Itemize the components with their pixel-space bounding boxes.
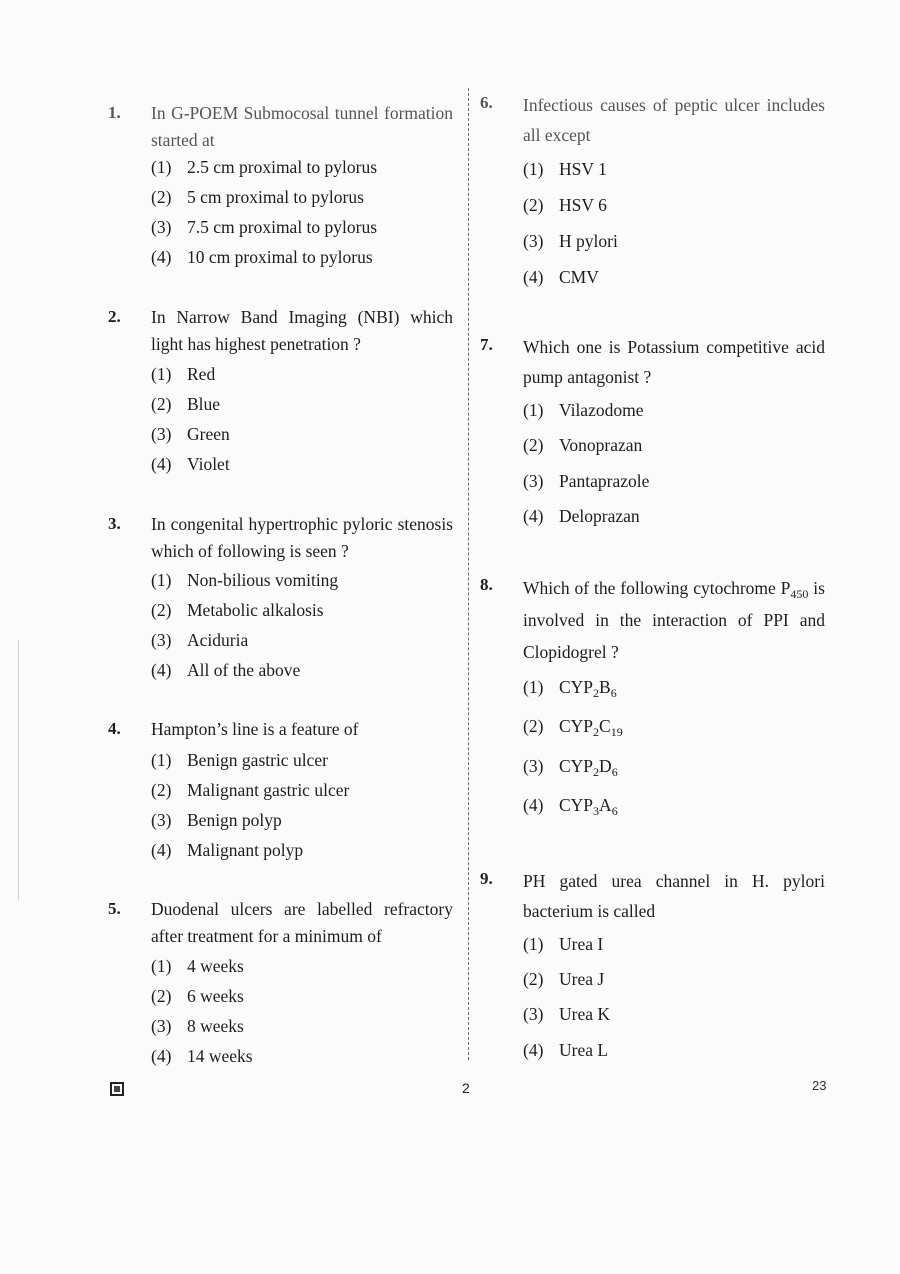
option: [151, 244, 453, 270]
question-number: 9.: [480, 869, 493, 888]
question-text: [523, 572, 825, 668]
option: [151, 627, 453, 653]
option: [523, 192, 825, 218]
formula-part: A: [599, 795, 612, 815]
formula-subscript: 3: [593, 804, 600, 818]
option-text: 8 weeks: [187, 1016, 244, 1036]
option: [151, 567, 453, 593]
option-number: (1): [151, 364, 172, 384]
option-number: (3): [151, 810, 172, 830]
option: [523, 397, 825, 423]
option: [151, 1043, 453, 1069]
option: [523, 264, 825, 290]
option: [151, 451, 453, 477]
option: [151, 777, 453, 803]
option-text: All of the above: [187, 660, 301, 680]
option-number: (4): [151, 660, 172, 680]
option-text: HSV 1: [559, 159, 607, 179]
question-text: In G-POEM Submocosal tunnel formation started at: [151, 103, 453, 150]
option-text: Vilazodome: [559, 400, 644, 420]
option-text: 6 weeks: [187, 986, 244, 1006]
option: [523, 432, 825, 458]
option-text: Violet: [187, 454, 230, 474]
option: [523, 966, 825, 992]
option-text: 5 cm proximal to pylorus: [187, 187, 364, 207]
option-number: (1): [151, 570, 172, 590]
option-number: (2): [523, 195, 544, 215]
option: [523, 713, 825, 739]
option: [523, 468, 825, 494]
question-text: Hampton’s line is a feature of: [151, 719, 359, 739]
option: [151, 983, 453, 1009]
option: [523, 674, 825, 700]
option-number: (2): [151, 394, 172, 414]
option: [523, 1001, 825, 1027]
option-number: (4): [151, 454, 172, 474]
formula-subscript: 2: [593, 765, 600, 779]
option-number: (2): [523, 969, 544, 989]
question-number: 7.: [480, 335, 493, 354]
option-text: Blue: [187, 394, 221, 414]
option-text: Urea I: [559, 934, 604, 954]
option: [151, 361, 453, 387]
option: [151, 391, 453, 417]
question-text-subscript: 450: [790, 587, 809, 601]
option: [523, 228, 825, 254]
formula-part: CYP: [559, 756, 594, 776]
option: [523, 156, 825, 182]
question-text-part: Which of the following cytochrome P: [523, 578, 791, 598]
formula-subscript: 6: [610, 686, 617, 700]
option: [151, 657, 453, 683]
option-number: (4): [523, 506, 544, 526]
option-number: (1): [523, 677, 544, 697]
option-number: (3): [151, 1016, 172, 1036]
option-text: Urea J: [559, 969, 605, 989]
question-text: PH gated urea channel in H. pylori bacterium is called: [523, 871, 825, 921]
question-text-part: is involved in the interaction of PPI and Clopidogrel ?: [523, 578, 825, 662]
option-number: (2): [151, 780, 172, 800]
option: [523, 931, 825, 957]
option: [151, 184, 453, 210]
option-number: (1): [523, 934, 544, 954]
square-marker-icon: [110, 1082, 124, 1096]
option-number: (2): [151, 986, 172, 1006]
option-text: Deloprazan: [559, 506, 640, 526]
option-number: (4): [523, 795, 544, 815]
scan-edge-line: [18, 640, 19, 900]
option-number: (2): [523, 435, 544, 455]
option-text: 4 weeks: [187, 956, 244, 976]
question-number: 2.: [108, 307, 121, 326]
page-number: 2: [462, 1080, 470, 1096]
formula-part: D: [599, 756, 612, 776]
formula-subscript: 2: [593, 686, 600, 700]
option-number: (1): [523, 400, 544, 420]
option-number: (1): [523, 159, 544, 179]
option-text: 10 cm proximal to pylorus: [187, 247, 373, 267]
option-number: (2): [151, 187, 172, 207]
option: [151, 154, 453, 180]
option-text: CMV: [559, 267, 599, 287]
sheet-number: 23: [812, 1078, 827, 1093]
option-text: 7.5 cm proximal to pylorus: [187, 217, 378, 237]
question-number: 5.: [108, 899, 121, 918]
option-text: Metabolic alkalosis: [187, 600, 324, 620]
formula-part: CYP: [559, 716, 594, 736]
question-text: Duodenal ulcers are labelled refractory after treatment for a minimum of: [151, 899, 453, 946]
formula-subscript: 6: [611, 765, 618, 779]
option-number: (3): [151, 424, 172, 444]
formula-part: CYP: [559, 677, 594, 697]
option-number: (1): [151, 750, 172, 770]
option-number: (3): [523, 1004, 544, 1024]
question-text: Infectious causes of peptic ulcer includes all except: [523, 95, 825, 145]
option-text: Red: [187, 364, 216, 384]
option-number: (4): [151, 1046, 172, 1066]
question-number: 4.: [108, 719, 121, 738]
question-text: In Narrow Band Imaging (NBI) which light has highest penetration ?: [151, 307, 453, 354]
option: [151, 597, 453, 623]
option-number: (3): [523, 756, 544, 776]
option-number: (3): [523, 471, 544, 491]
formula-subscript: 19: [610, 725, 623, 739]
option-number: (3): [151, 630, 172, 650]
option-number: (1): [151, 956, 172, 976]
option: [151, 747, 453, 773]
option-text: Pantaprazole: [559, 471, 650, 491]
option: [523, 1037, 825, 1063]
option: [523, 503, 825, 529]
option-number: (3): [523, 231, 544, 251]
question-number: 8.: [480, 575, 493, 594]
question-number: 1.: [108, 103, 121, 122]
option-number: (3): [151, 217, 172, 237]
option-text: Malignant gastric ulcer: [187, 780, 350, 800]
option-number: (2): [151, 600, 172, 620]
formula-subscript: 2: [593, 725, 600, 739]
option-text: 2.5 cm proximal to pylorus: [187, 157, 378, 177]
option: [523, 792, 825, 818]
option-text: 14 weeks: [187, 1046, 253, 1066]
option-text: Green: [187, 424, 230, 444]
option-number: (4): [151, 840, 172, 860]
question-text: Which one is Potassium competitive acid pump antagonist ?: [523, 337, 825, 387]
formula-part: CYP: [559, 795, 594, 815]
question-text: In congenital hypertrophic pyloric stenosis which of following is seen ?: [151, 514, 453, 561]
option-number: (4): [151, 247, 172, 267]
option: [151, 953, 453, 979]
option: [523, 753, 825, 779]
option-number: (4): [523, 267, 544, 287]
option-text: Urea K: [559, 1004, 611, 1024]
option-text: Benign gastric ulcer: [187, 750, 328, 770]
option: [151, 1013, 453, 1039]
option-text: Vonoprazan: [559, 435, 643, 455]
formula-subscript: 6: [611, 804, 618, 818]
question-number: 6.: [480, 93, 493, 112]
formula-part: B: [599, 677, 611, 697]
option-number: (4): [523, 1040, 544, 1060]
question-number: 3.: [108, 514, 121, 533]
option-text: Urea L: [559, 1040, 609, 1060]
option: [151, 214, 453, 240]
option: [151, 421, 453, 447]
option-text: Benign polyp: [187, 810, 282, 830]
option-text: Non-bilious vomiting: [187, 570, 339, 590]
option: [151, 837, 453, 863]
option-text: Malignant polyp: [187, 840, 304, 860]
option-text: H pylori: [559, 231, 618, 251]
option-text: HSV 6: [559, 195, 607, 215]
option: [151, 807, 453, 833]
formula-part: C: [599, 716, 611, 736]
option-text: Aciduria: [187, 630, 249, 650]
column-divider: [468, 88, 469, 1060]
option-number: (2): [523, 716, 544, 736]
option-number: (1): [151, 157, 172, 177]
